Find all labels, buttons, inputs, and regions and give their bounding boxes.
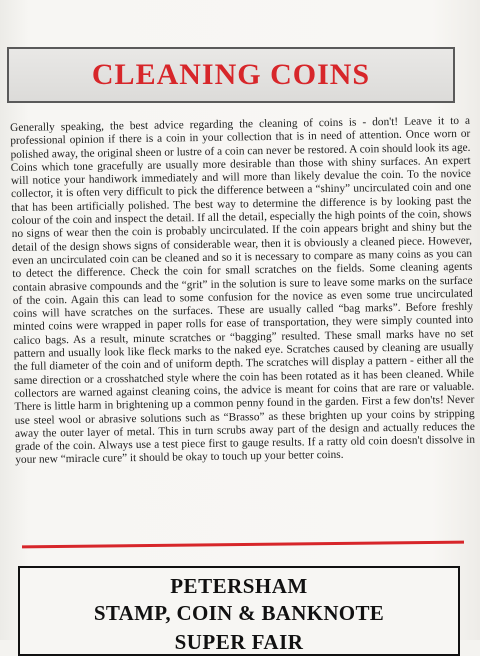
title-banner bbox=[7, 47, 455, 103]
advert-line-3: SUPER FAIR bbox=[174, 630, 304, 654]
section-divider bbox=[22, 541, 464, 549]
advert-line-2: STAMP, COIN & BANKNOTE bbox=[93, 601, 385, 625]
fair-advertisement bbox=[18, 566, 460, 656]
article-body: Generally speaking, the best advice regarding the cleaning of coins is - don't! Leave it to a professional opinion if there is a coin in your collection that is in need of attention. Once worn or polished away, the original sheen or lustre of a coin can never be restored. A coin should look its age. Coins which tone gracefully are usually more desirable than those with shiny surfaces. An expert will notice your handiwork immediately and will more than likely devalue the coin. To the novice collector, it is often very difficult to pick the difference between a “shiny” uncirculated coin and one that has been artificially polished. The best way to determine the difference is by looking past the colour of the coin and inspect the detail. If all the detail, especially the high points of the coin, shows no signs of wear then the coin is probably uncirculated. If the coin appears bright and shiny but the detail of the design shows signs of considerable wear, then it is obviously a cleaned piece. However, even an uncirculated coin can be cleaned and so it is necessary to compare as many coins as you can to detect the difference. Check the coin for small scratches on the fields. Some cleaning agents contain abrasive compounds and the “grit” in the solution is sure to leave some marks on the surface of the coin. Again this can lead to some confusion for the novice as even some true uncirculated coins will have scratches on the surfaces. These are usually called “bag marks”. Before freshly minted coins were wrapped in paper rolls for ease of transportation, they were simply counted into calico bags. As a result, minute scratches or “bagging” resulted. These small marks have no set pattern and usually look like fleck marks to the naked eye. Scratches caused by cleaning are usually the full diameter of the coin and of uniform depth. The scratches will display a pattern - either all the same direction or a crosshatched style where the coin has been rotated as it has been cleaned. While collectors are warned against cleaning coins, the advice is meant for coins that are rare or valuable. There is little harm in brightening up a common penny found in the garden. First a few don'ts! Never use steel wool or abrasive solutions such as “Brasso” as these brighten up your coins by stripping away the outer layer of metal. This in turn scrubs away part of the design and actually reduces the grade of the coin. Always use a test piece first to gauge results. If a ratty old coin doesn't dissolve in your new “miracle cure” it should be okay to touch up your better coins. bbox=[10, 114, 476, 467]
article-title: CLEANING COINS bbox=[91, 58, 371, 91]
advert-line-1: PETERSHAM bbox=[170, 574, 308, 598]
